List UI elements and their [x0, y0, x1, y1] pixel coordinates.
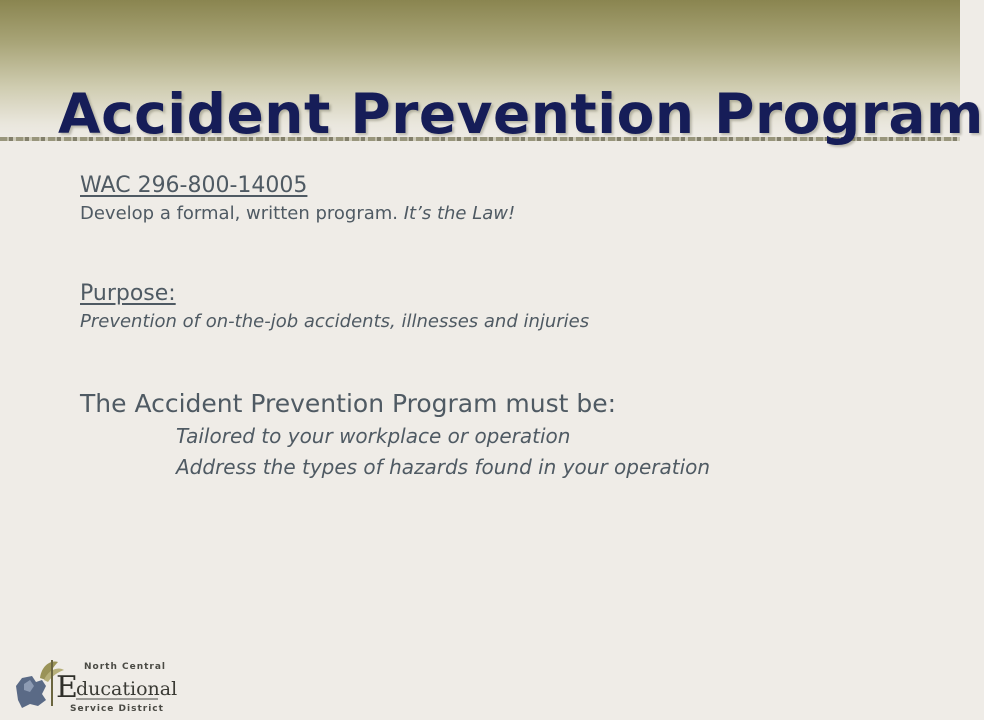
requirements-section — [80, 388, 710, 484]
logo-line-1: North Central — [84, 662, 167, 672]
wac-heading: WAC 296-800-14005 — [80, 173, 308, 198]
requirement-item: Address the types of hazards found in your operation — [176, 455, 711, 479]
requirement-item: Tailored to your workplace or operation — [176, 424, 571, 448]
wac-description — [80, 202, 515, 226]
state-map-icon — [16, 676, 46, 708]
slide-title: Accident Prevention Program — [58, 82, 984, 146]
logo-line-3: Service District — [70, 704, 164, 714]
logo-line-2: ducational — [76, 678, 178, 700]
requirements-heading: The Accident Prevention Program must be: — [80, 389, 617, 418]
wac-text: Develop a formal, written program. — [80, 203, 404, 224]
purpose-text: Prevention of on-the-job accidents, illnesses and injuries — [80, 311, 590, 332]
wac-emphasis: It’s the Law! — [403, 203, 516, 224]
purpose-heading: Purpose: — [80, 281, 176, 306]
ncesd-logo — [12, 656, 178, 714]
wac-section — [80, 172, 515, 226]
purpose-section — [80, 280, 589, 334]
logo-letter-e: E — [56, 670, 78, 705]
